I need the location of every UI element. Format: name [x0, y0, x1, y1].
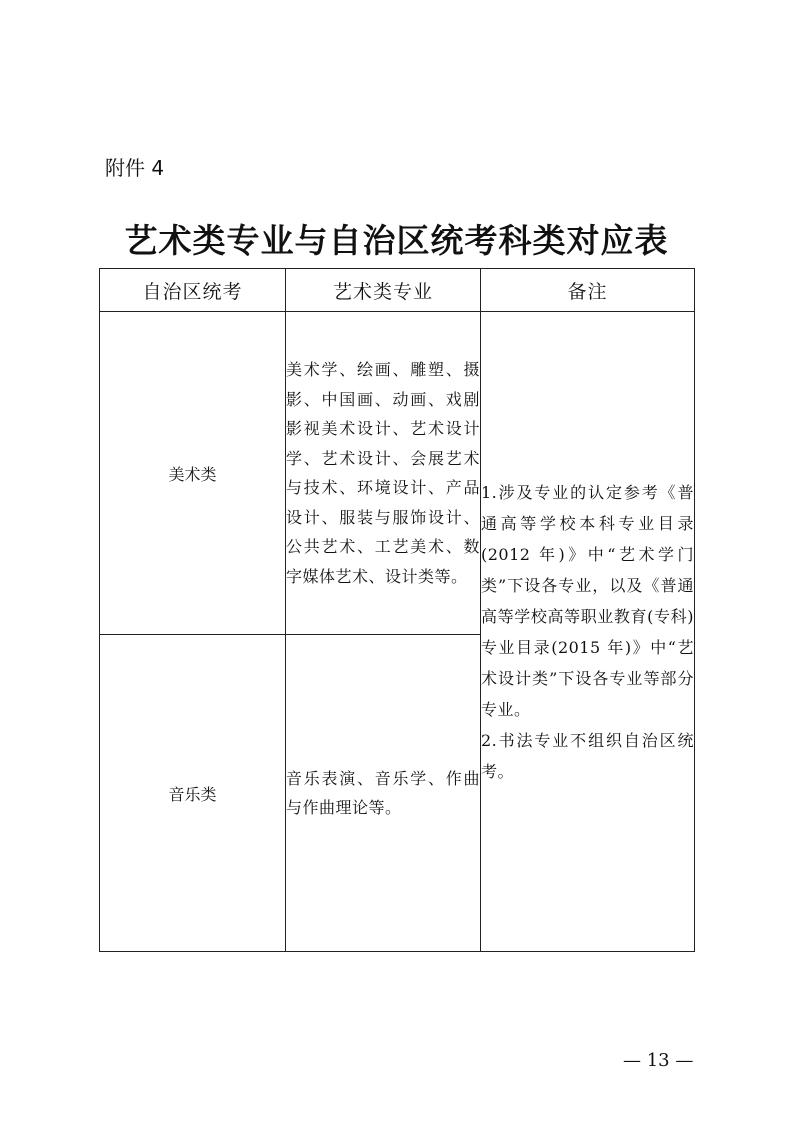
table-row-fine-arts: [100, 312, 695, 635]
table-header-row: [100, 269, 695, 312]
header-exam-category: 自治区统考: [100, 269, 286, 312]
header-remarks: 备注: [481, 269, 695, 312]
remark-note-2: 2.书法专业不组织自治区统考。: [481, 730, 694, 781]
document-title: 艺术类专业与自治区统考科类对应表: [124, 221, 669, 260]
page-number: — 13 —: [623, 1050, 694, 1071]
remark-note-1: 1.涉及专业的认定参考《普通高等学校本科专业目录(2012 年)》中“艺术学门类”下设各专业，以及《普通高等学校高等职业教育(专科)专业目录(2015 年)》中“艺术设计类”下设各专业等部分专业。: [481, 482, 694, 719]
correspondence-table: [99, 268, 695, 952]
majors-fine-arts: 美术学、绘画、雕塑、摄影、中国画、动画、戏剧影视美术设计、艺术设计学、艺术设计、会展艺术与技术、环境设计、产品设计、服装与服饰设计、公共艺术、工艺美术、数字媒体艺术、设计类等。: [286, 312, 481, 635]
category-fine-arts: 美术类: [100, 312, 286, 635]
majors-music: 音乐表演、音乐学、作曲与作曲理论等。: [286, 635, 481, 952]
remarks-cell: [481, 312, 695, 952]
attachment-label: 附件 4: [105, 156, 165, 180]
category-music: 音乐类: [100, 635, 286, 952]
header-art-majors: 艺术类专业: [286, 269, 481, 312]
